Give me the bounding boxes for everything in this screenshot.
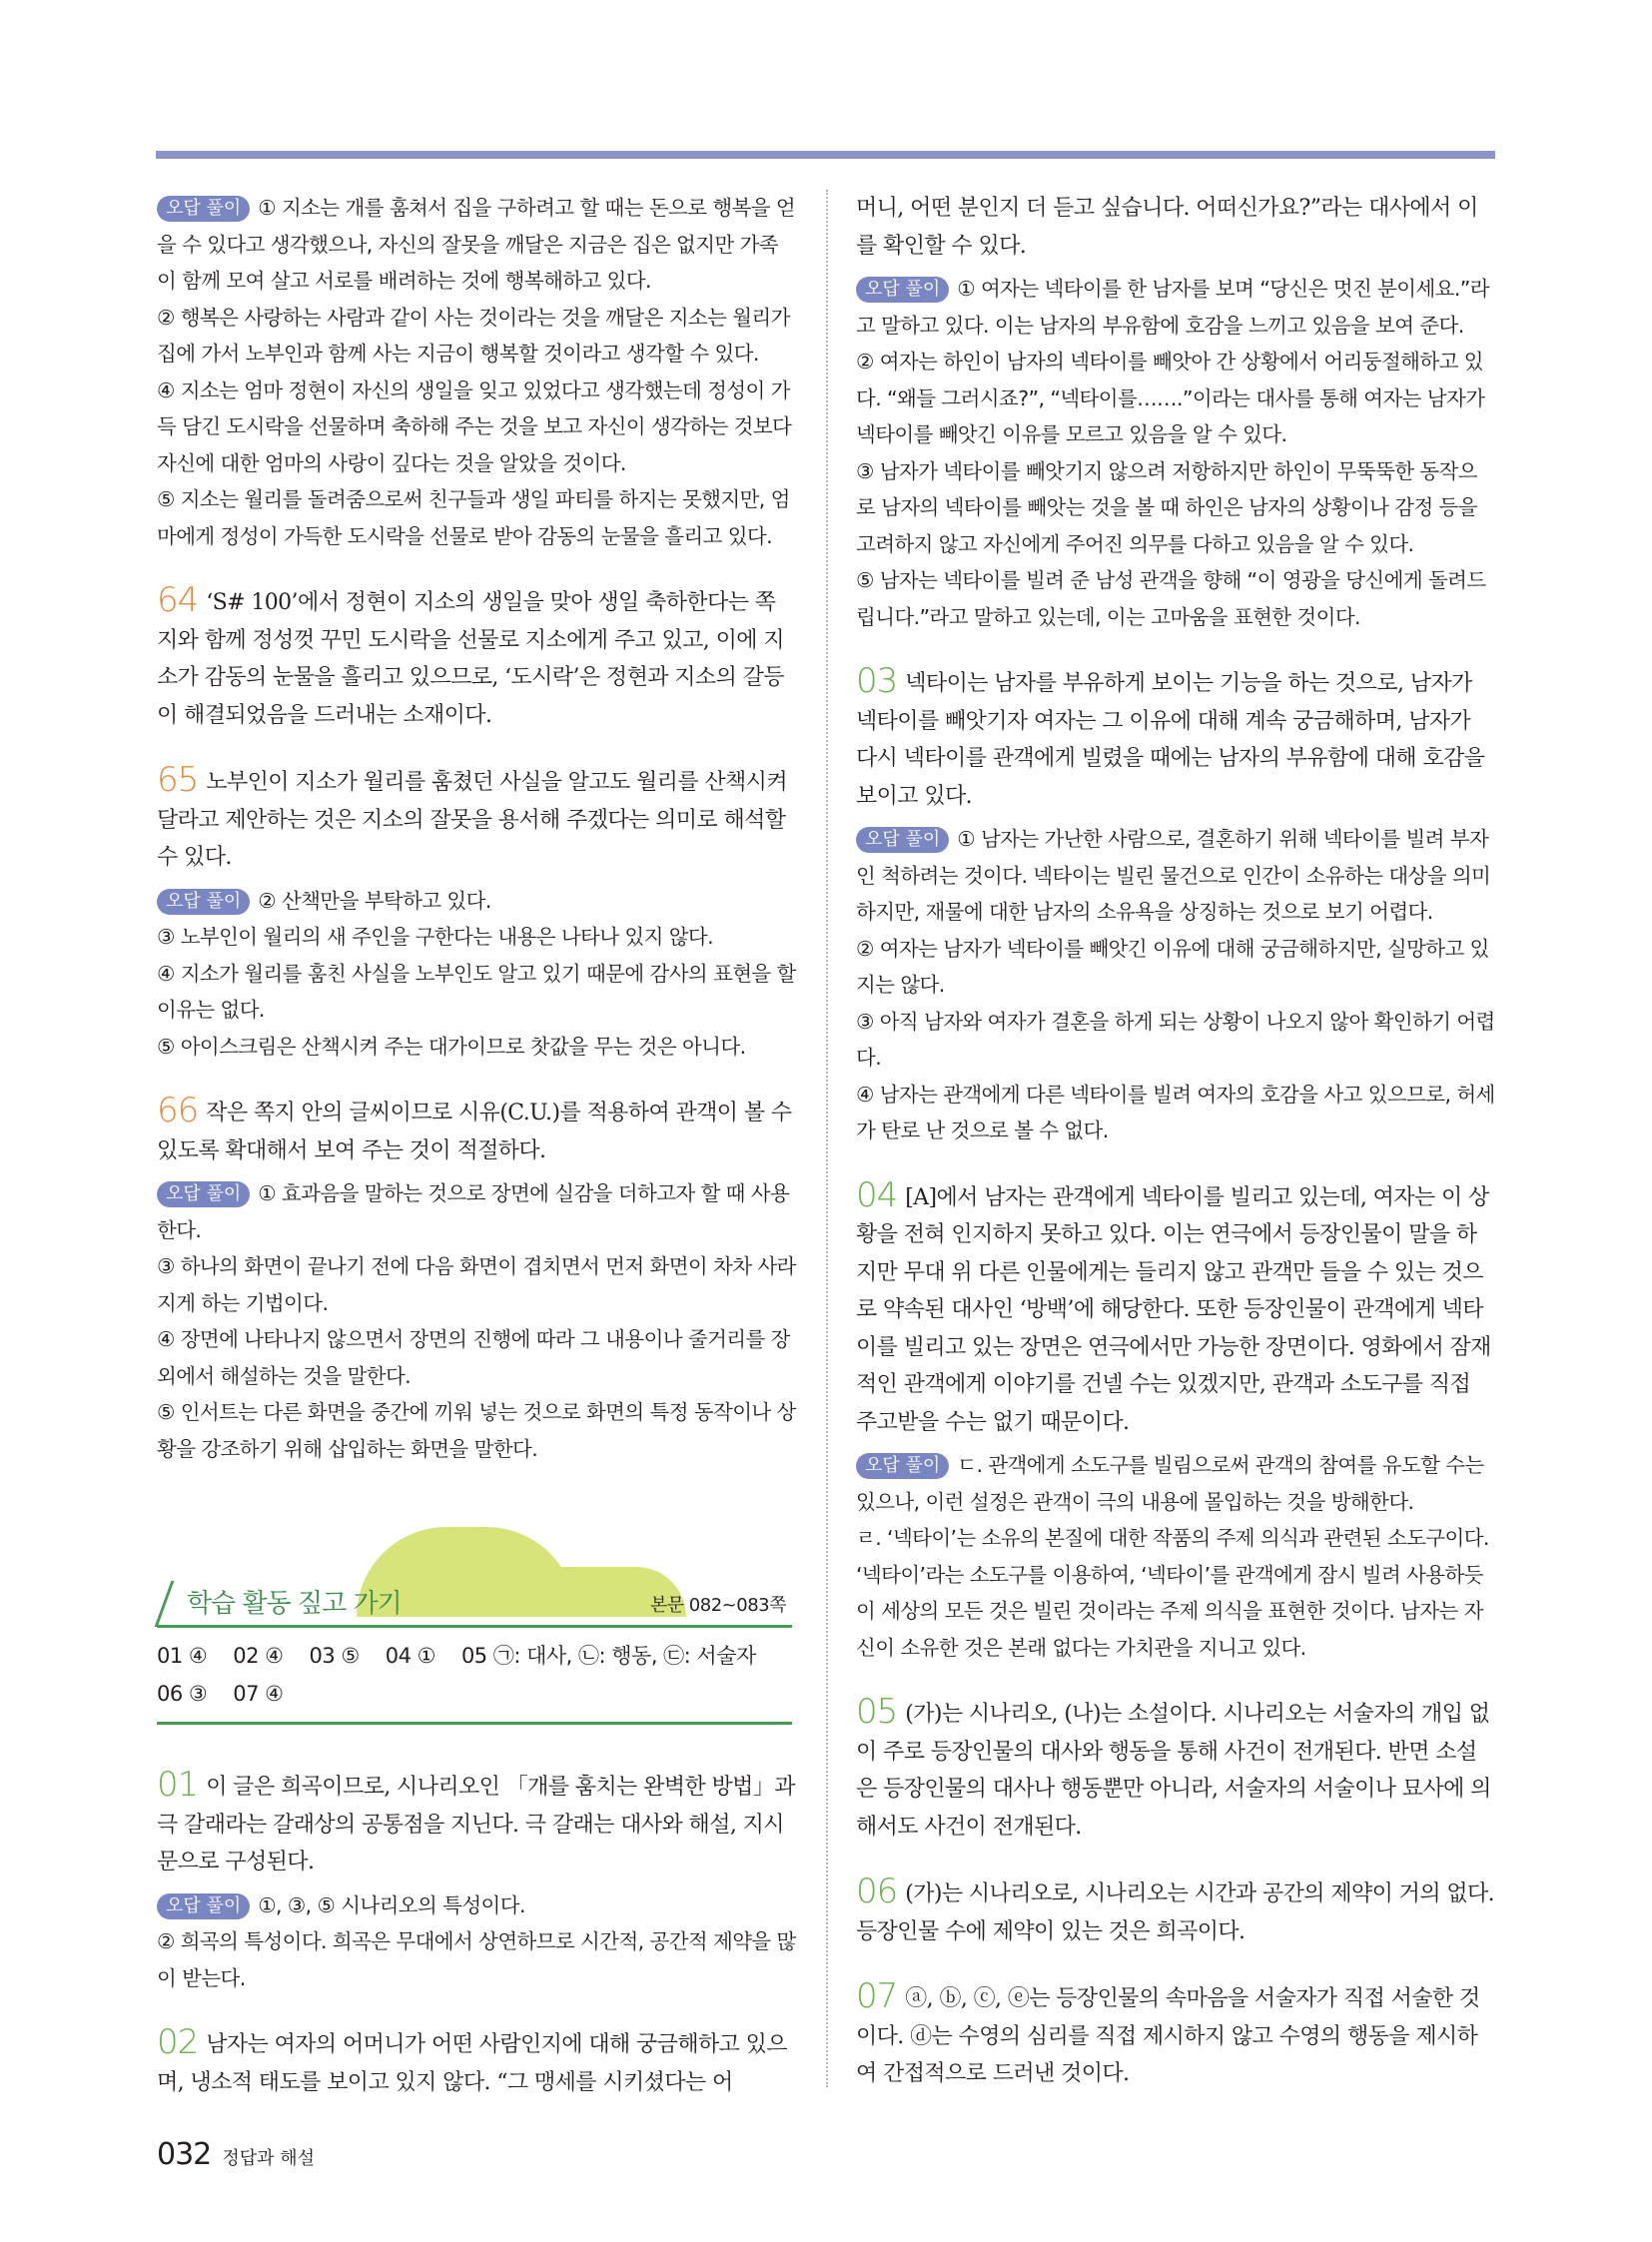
explanation: ④ 지소가 월리를 훔친 사실을 노부인도 알고 있기 때문에 감사의 표현을 할 이유는 없다.	[157, 961, 796, 1022]
page-number: 032	[157, 2137, 212, 2172]
answer-key-item: 01 ④	[157, 1644, 208, 1668]
explanation: 오답 풀이 ㄷ. 관객에게 소도구를 빌림으로써 관객의 참여를 유도할 수는 있으나, 이런 설정은 관객이 극의 내용에 몰입하는 것을 방해한다.	[856, 1453, 1484, 1514]
explanation: 오답 풀이 ① 효과음을 말하는 것으로 장면에 실감을 더하고자 할 때 사용한다.	[157, 1181, 790, 1242]
explanation: ④ 장면에 나타나지 않으면서 장면의 진행에 따라 그 내용이나 줄거리를 장외에서 해설하는 것을 말한다.	[157, 1327, 790, 1388]
answer-02: 02 남자는 여자의 어머니가 어떤 사람인지에 대해 궁금해하고 있으며, 냉소적 태도를 보이고 있지 않다. “그 맹세를 시키셨다는 어	[157, 2022, 787, 2095]
explanation: ② 행복은 사랑하는 사람과 같이 사는 것이라는 것을 깨달은 지소는 월리가 집에 가서 노부인과 함께 사는 지금이 행복할 것이라고 생각할 수 있다.	[157, 305, 790, 366]
explanation: 오답 풀이 ① 남자는 가난한 사람으로, 결혼하기 위해 넥타이를 빌려 부자인 척하려는 것이다. 넥타이는 빌린 물건으로 인간이 소유하는 대상을 의미하지만, 재물에 대한 남자의 소유욕을 상징하는 것으로 보기 어렵다.	[856, 827, 1491, 924]
wrong-answer-badge: 오답 풀이	[157, 889, 250, 915]
footer-label: 정답과 해설	[222, 2148, 316, 2169]
question-number: 07	[856, 1976, 898, 2016]
answer-key	[157, 1637, 796, 1713]
answer-key-item: 04 ①	[385, 1644, 435, 1668]
explanation: ⑤ 남자는 넥타이를 빌려 준 남성 관객을 향해 “이 영광을 당신에게 돌려드립니다.”라고 말하고 있는데, 이는 고마움을 표현한 것이다.	[856, 568, 1486, 629]
explanation: ③ 노부인이 월리의 새 주인을 구한다는 내용은 나타나 있지 않다.	[157, 925, 714, 949]
answer-07: 07 ⓐ, ⓑ, ⓒ, ⓔ는 등장인물의 속마음을 서술자가 직접 서술한 것이다. ⓓ는 수영의 심리를 직접 제시하지 않고 수영의 행동을 제시하여 간접적으로 드러낸 것이다.	[856, 1976, 1480, 2086]
answer-key-item: 02 ④	[233, 1644, 284, 1668]
question-number: 03	[856, 661, 898, 701]
explanation: ③ 아직 남자와 여자가 결혼을 하게 되는 상황이 나오지 않아 확인하기 어렵다.	[856, 1009, 1495, 1070]
question-number: 04	[856, 1174, 898, 1215]
answer-66: 66 작은 쪽지 안의 글씨이므로 시유(C.U.)를 적용하여 관객이 볼 수 있도록 확대해서 보여 주는 것이 적절하다.	[157, 1091, 792, 1163]
activity-bottom-rule	[157, 1722, 792, 1725]
explanation: ⑤ 지소는 월리를 돌려줌으로써 친구들과 생일 파티를 하지는 못했지만, 엄마에게 정성이 가득한 도시락을 선물로 받아 감동의 눈물을 흘리고 있다.	[157, 487, 790, 548]
left-column	[157, 190, 796, 2101]
answer-key-item: 05 ㉠: 대사, ㉡: 행동, ㉢: 서술자	[460, 1644, 756, 1668]
wrong-answer-badge: 오답 풀이	[157, 1893, 250, 1919]
top-rule	[156, 151, 1495, 159]
activity-page-range: 본문 082~083쪽	[649, 1595, 786, 1616]
explanation: ⑤ 인서트는 다른 화면을 중간에 끼워 넣는 것으로 화면의 특정 동작이나 상황을 강조하기 위해 삽입하는 화면을 말한다.	[157, 1400, 796, 1461]
answer-03: 03 넥타이는 남자를 부유하게 보이는 기능을 하는 것으로, 남자가 넥타이를 빼앗기자 여자는 그 이유에 대해 계속 궁금해하며, 남자가 다시 넥타이를 관객에게 빌렸을 때에는 남자의 부유함에 대해 호감을 보이고 있다.	[856, 661, 1485, 809]
explanation: ㄹ. ‘넥타이’는 소유의 본질에 대한 작품의 주제 의식과 관련된 소도구이다. ‘넥타이’라는 소도구를 이용하여, ‘넥타이’를 관객에게 잠시 빌려 사용하듯이 세상의 모든 것은 빌린 것이라는 주제 의식을 표현한 것이다. 남자는 자신이 소유한 것은 본래 없다는 가치관을 지니고 있다.	[856, 1526, 1489, 1660]
explanation: ② 희곡의 특성이다. 희곡은 무대에서 상연하므로 시간적, 공간적 제약을 많이 받는다.	[157, 1929, 796, 1990]
question-number: 02	[157, 2022, 199, 2062]
explanation: ③ 하나의 화면이 끝나기 전에 다음 화면이 겹치면서 먼저 화면이 차차 사라지게 하는 기법이다.	[157, 1254, 796, 1315]
question-number: 06	[856, 1871, 898, 1911]
wrong-answer-badge: 오답 풀이	[157, 1181, 250, 1207]
explanation: ② 여자는 하인이 남자의 넥타이를 빼앗아 간 상황에서 어리둥절해하고 있다. “왜들 그러시죠?”, “넥타이를…….”이라는 대사를 통해 여자는 남자가 넥타이를 빼앗긴 이유를 모르고 있음을 알 수 있다.	[856, 350, 1485, 446]
page-footer	[157, 2137, 315, 2172]
question-number: 66	[157, 1091, 199, 1130]
explanation: 오답 풀이 ①, ③, ⑤ 시나리오의 특성이다.	[157, 1887, 796, 1924]
explanation: ② 여자는 남자가 넥타이를 빼앗긴 이유에 대해 궁금해하지만, 실망하고 있지는 않다.	[856, 936, 1489, 997]
wrong-answer-badge: 오답 풀이	[856, 827, 949, 853]
answer-04: 04 [A]에서 남자는 관객에게 넥타이를 빌리고 있는데, 여자는 이 상황을 전혀 인지하지 못하고 있다. 이는 연극에서 등장인물이 말을 하지만 무대 위 다른 인물에게는 들리지 않고 관객만 들을 수 있는 것으로 약속된 대사인 ‘방백’에 해당한다. 또한 등장인물이 관객에게 넥타이를 빌리고 있는 장면은 연극에서만 가능한 장면이다. 영화에서 잠재적인 관객에게 이야기를 건넬 수는 있겠지만, 관객과 소도구를 직접 주고받을 수는 없기 때문이다.	[856, 1174, 1491, 1435]
right-column	[856, 190, 1495, 2093]
explanation: 오답 풀이 ① 지소는 개를 훔쳐서 집을 구하려고 할 때는 돈으로 행복을 얻을 수 있다고 생각했으나, 자신의 잘못을 깨달은 지금은 집은 없지만 가족이 함께 모여 살고 서로를 배려하는 것에 행복해하고 있다.	[157, 196, 796, 293]
answer-65: 65 노부인이 지소가 월리를 훔쳤던 사실을 알고도 월리를 산책시켜 달라고 제안하는 것은 지소의 잘못을 용서해 주겠다는 의미로 해석할 수 있다.	[157, 760, 787, 870]
answer-key-item: 07 ④	[233, 1682, 284, 1706]
answer-key-item: 06 ③	[157, 1682, 208, 1706]
question-number: 64	[157, 580, 199, 620]
column-divider	[826, 190, 828, 2087]
answer-01: 01 이 글은 희곡이므로, 시나리오인 「개를 훔치는 완벽한 방법」과 극 갈래라는 갈래상의 공통점을 지닌다. 극 갈래는 대사와 해설, 지시문으로 구성된다.	[157, 1765, 795, 1874]
wrong-answer-badge: 오답 풀이	[856, 1453, 949, 1479]
explanation: ④ 남자는 관객에게 다른 넥타이를 빌려 여자의 호감을 사고 있으므로, 허세가 탄로 난 것으로 볼 수 없다.	[856, 1082, 1495, 1142]
wrong-answer-badge: 오답 풀이	[157, 196, 250, 222]
explanation: 오답 풀이 ① 여자는 넥타이를 한 남자를 보며 “당신은 멋진 분이세요.”라고 말하고 있다. 이는 남자의 부유함에 호감을 느끼고 있음을 보여 준다.	[856, 277, 1490, 338]
explanation: ③ 남자가 넥타이를 빼앗기지 않으려 저항하지만 하인이 무뚝뚝한 동작으로 남자의 넥타이를 빼앗는 것을 볼 때 하인은 남자의 상황이나 감정 등을 고려하지 않고 자신에게 주어진 의무를 다하고 있음을 알 수 있다.	[856, 458, 1477, 556]
answer-02-continued: 머니, 어떤 분인지 더 듣고 싶습니다. 어떠신가요?”라는 대사에서 이를 확인할 수 있다.	[856, 196, 1478, 259]
answer-05: 05 (가)는 시나리오, (나)는 소설이다. 시나리오는 서술자의 개입 없이 주로 등장인물의 대사와 행동을 통해 사건이 전개된다. 반면 소설은 등장인물의 대사나 행동뿐만 아니라, 서술자의 서술이나 묘사에 의해서도 사건이 전개된다.	[856, 1692, 1491, 1840]
explanation: ⑤ 아이스크림은 산책시켜 주는 대가이므로 찻값을 무는 것은 아니다.	[157, 1034, 746, 1059]
explanation: 오답 풀이 ② 산책만을 부탁하고 있다.	[157, 883, 796, 920]
answer-key-item: 03 ⑤	[309, 1644, 360, 1668]
wrong-answer-badge: 오답 풀이	[856, 277, 949, 303]
activity-title: 학습 활동 짚고 가기	[187, 1589, 402, 1619]
question-number: 01	[157, 1765, 199, 1805]
answer-06: 06 (가)는 시나리오로, 시나리오는 시간과 공간의 제약이 거의 없다. 등장인물 수에 제약이 있는 것은 희곡이다.	[856, 1871, 1495, 1944]
explanation: ④ 지소는 엄마 정현이 자신의 생일을 잊고 있었다고 생각했는데 정성이 가득 담긴 도시락을 선물하며 축하해 주는 것을 보고 자신이 생각하는 것보다 자신에 대한 엄마의 사랑이 깊다는 것을 알았을 것이다.	[157, 377, 792, 475]
answer-64: 64 ‘S# 100’에서 정현이 지소의 생일을 맞아 생일 축하한다는 쪽지와 함께 정성껏 꾸민 도시락을 선물로 지소에게 주고 있고, 이에 지소가 감동의 눈물을 흘리고 있으므로, ‘도시락’은 정현과 지소의 갈등이 해결되었음을 드러내는 소재이다.	[157, 580, 784, 728]
learning-activity-header	[157, 1527, 796, 1727]
question-number: 65	[157, 760, 199, 800]
question-number: 05	[856, 1692, 898, 1732]
